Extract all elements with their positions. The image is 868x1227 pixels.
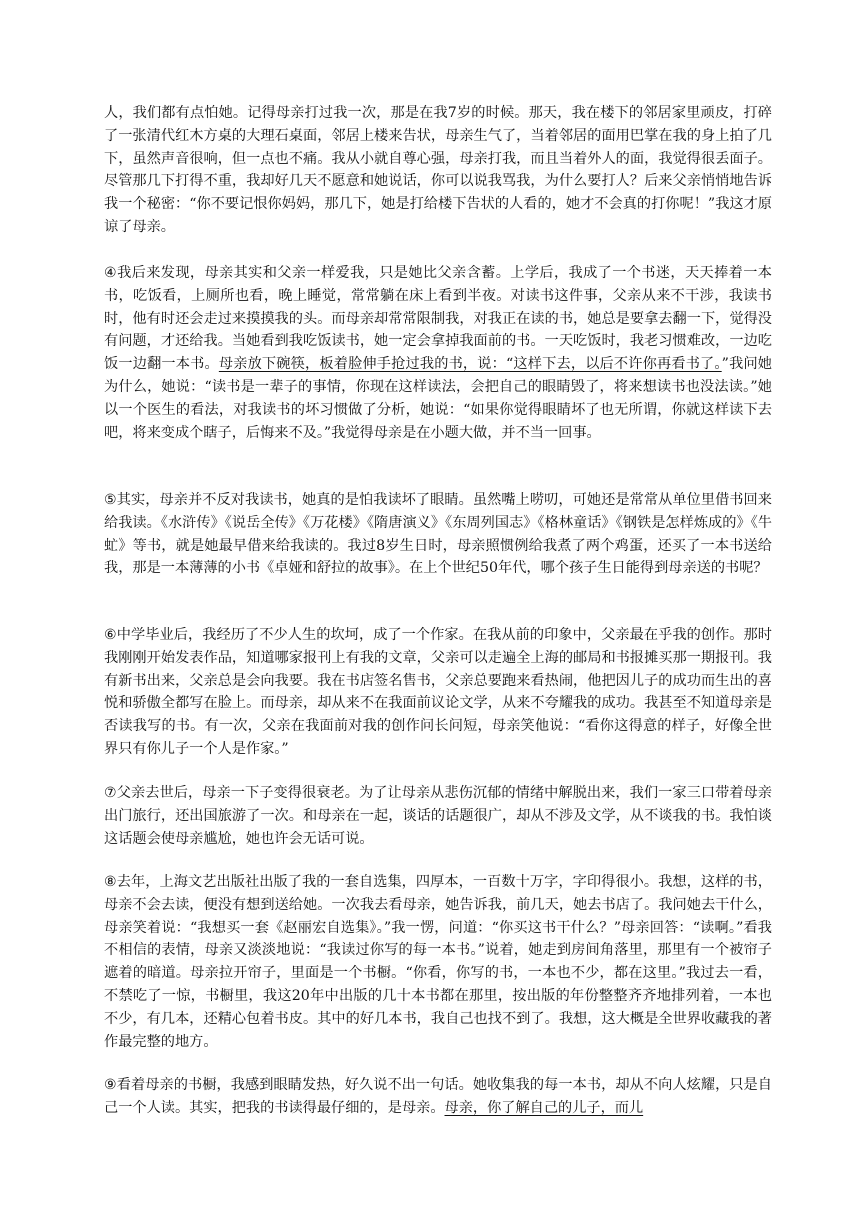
paragraph-7	[104, 782, 772, 850]
paragraph-text: 父亲去世后，母亲一下子变得很衰老。为了让母亲从悲伤沉郁的情绪中解脱出来，我们一家三口带着母亲出门旅行，还出国旅游了一次。和母亲在一起，谈话的话题很广，却从不涉及文学，从不谈我的书。我怕谈这话题会使母亲尴尬，她也许会无话可说。	[104, 785, 772, 847]
paragraph-text: 我后来发现，母亲其实和父亲一样爱我，只是她比父亲含蓄。上学后，我成了一个书迷，天天捧着一本书，吃饭看，上厕所也看，晚上睡觉，常常躺在床上看到半夜。对读书这件事，父亲从来不干涉，我读书时，他有时还会走过来摸摸我的头。而母亲却常常限制我，对我正在读的书，她总是要拿去翻一下，觉得没有问题，才还给我。当她看到我吃饭读书，她一定会拿掉我面前的书。一天吃饭时，我老习惯难改，一边吃饭一边翻一本书。	[104, 265, 772, 373]
paragraph-number: ⑨	[104, 1077, 117, 1093]
paragraph-5	[104, 489, 772, 580]
paragraph-4	[104, 262, 772, 444]
paragraph-number: ⑥	[104, 627, 117, 643]
paragraph-8	[104, 871, 772, 1053]
paragraph-number: ⑧	[104, 874, 117, 890]
paragraph-number: ④	[104, 265, 117, 281]
underlined-sentence: 母亲，你了解自己的儿子，而儿	[444, 1099, 644, 1116]
paragraph-text: 中学毕业后，我经历了不少人生的坎坷，成了一个作家。在我从前的印象中，父亲最在乎我的创作。那时我刚刚开始发表作品，知道哪家报刊上有我的文章，父亲可以走遍全上海的邮局和书报摊买那一期报刊。我有新书出来，父亲总是会向我要。我在书店签名售书，父亲总要跑来看热闹，他把因儿子的成功而生出的喜悦和骄傲全都写在脸上。而母亲，却从来不在我面前议论文学，从来不夸耀我的成功。我甚至不知道母亲是否读我写的书。有一次，父亲在我面前对我的创作问长问短，母亲笑他说：“看你这得意的样子，好像全世界只有你儿子一个人是作家。”	[104, 627, 772, 757]
paragraph-3-continued	[104, 102, 772, 239]
paragraph-text: 看着母亲的书橱，我感到眼睛发热，好久说不出一句话。她收集我的每一本书，却从不向人炫耀，只是自己一个人读。其实，把我的书读得最仔细的，是母亲。	[104, 1077, 772, 1116]
paragraph-text: 人，我们都有点怕她。记得母亲打过我一次，那是在我7岁的时候。那天，我在楼下的邻居家里顽皮，打碎了一张清代红木方桌的大理石桌面，邻居上楼来告状，母亲生气了，当着邻居的面用巴掌在我的身上拍了几下，虽然声音很响，但一点也不痛。我从小就自尊心强，母亲打我，而且当着外人的面，我觉得很丢面子。尽管那几下打得不重，我却好几天不愿意和她说话，你可以说我骂我，为什么要打人？后来父亲悄悄地告诉我一个秘密：“你不要记恨你妈妈，那几下，她是打给楼下告状的人看的，她才不会真的打你呢！”我这才原谅了母亲。	[104, 105, 772, 235]
underlined-sentence: 母亲放下碗筷，板着脸伸手抢过我的书，说：“这样下去，以后不许你再看书了。	[218, 356, 722, 373]
paragraph-6	[104, 624, 772, 761]
paragraph-text: 其实，母亲并不反对我读书，她真的是怕我读坏了眼睛。虽然嘴上唠叨，可她还是常常从单位里借书回来给我读。《水浒传》《说岳全传》《万花楼》《隋唐演义》《东周列国志》《格林童话》《钢铁是怎样炼成的》《牛虻》等书，就是她最早借来给我读的。我过8岁生日时，母亲照惯例给我煮了两个鸡蛋，还买了一本书送给我，那是一本薄薄的小书《卓娅和舒拉的故事》。在上个世纪50年代，哪个孩子生日能得到母亲送的书呢？	[104, 492, 772, 577]
paragraph-9	[104, 1074, 772, 1120]
paragraph-number: ⑤	[104, 492, 117, 508]
paragraph-text-continued: ”我问她为什么，她说：“读书是一辈子的事情，你现在这样读法，会把自己的眼睛毁了，将来想读书也没法读。”她以一个医生的看法，对我读书的坏习惯做了分析，她说：“如果你觉得眼睛坏了也无所谓，你就这样读下去吧，将来变成个瞎子，后悔来不及。”我觉得母亲是在小题大做，并不当一回事。	[104, 356, 772, 441]
paragraph-number: ⑦	[104, 785, 117, 801]
paragraph-text: 去年，上海文艺出版社出版了我的一套自选集，四厚本，一百数十万字，字印得很小。我想，这样的书，母亲不会去读，便没有想到送给她。一次我去看母亲，她告诉我，前几天，她去书店了。我问她去干什么，母亲笑着说：“我想买一套《赵丽宏自选集》。”我一愣，问道：“你买这书干什么？”母亲回答：“读啊。”看我不相信的表情，母亲又淡淡地说：“我读过你写的每一本书。”说着，她走到房间角落里，那里有一个被帘子遮着的暗道。母亲拉开帘子，里面是一个书橱。“你看，你写的书，一本也不少，都在这里。”我过去一看，不禁吃了一惊，书橱里，我这20年中出版的几十本书都在那里，按出版的年份整整齐齐地排列着，一本也不少，有几本，还精心包着书皮。其中的好几本书，我自己也找不到了。我想，这大概是全世界收藏我的著作最完整的地方。	[104, 874, 772, 1050]
